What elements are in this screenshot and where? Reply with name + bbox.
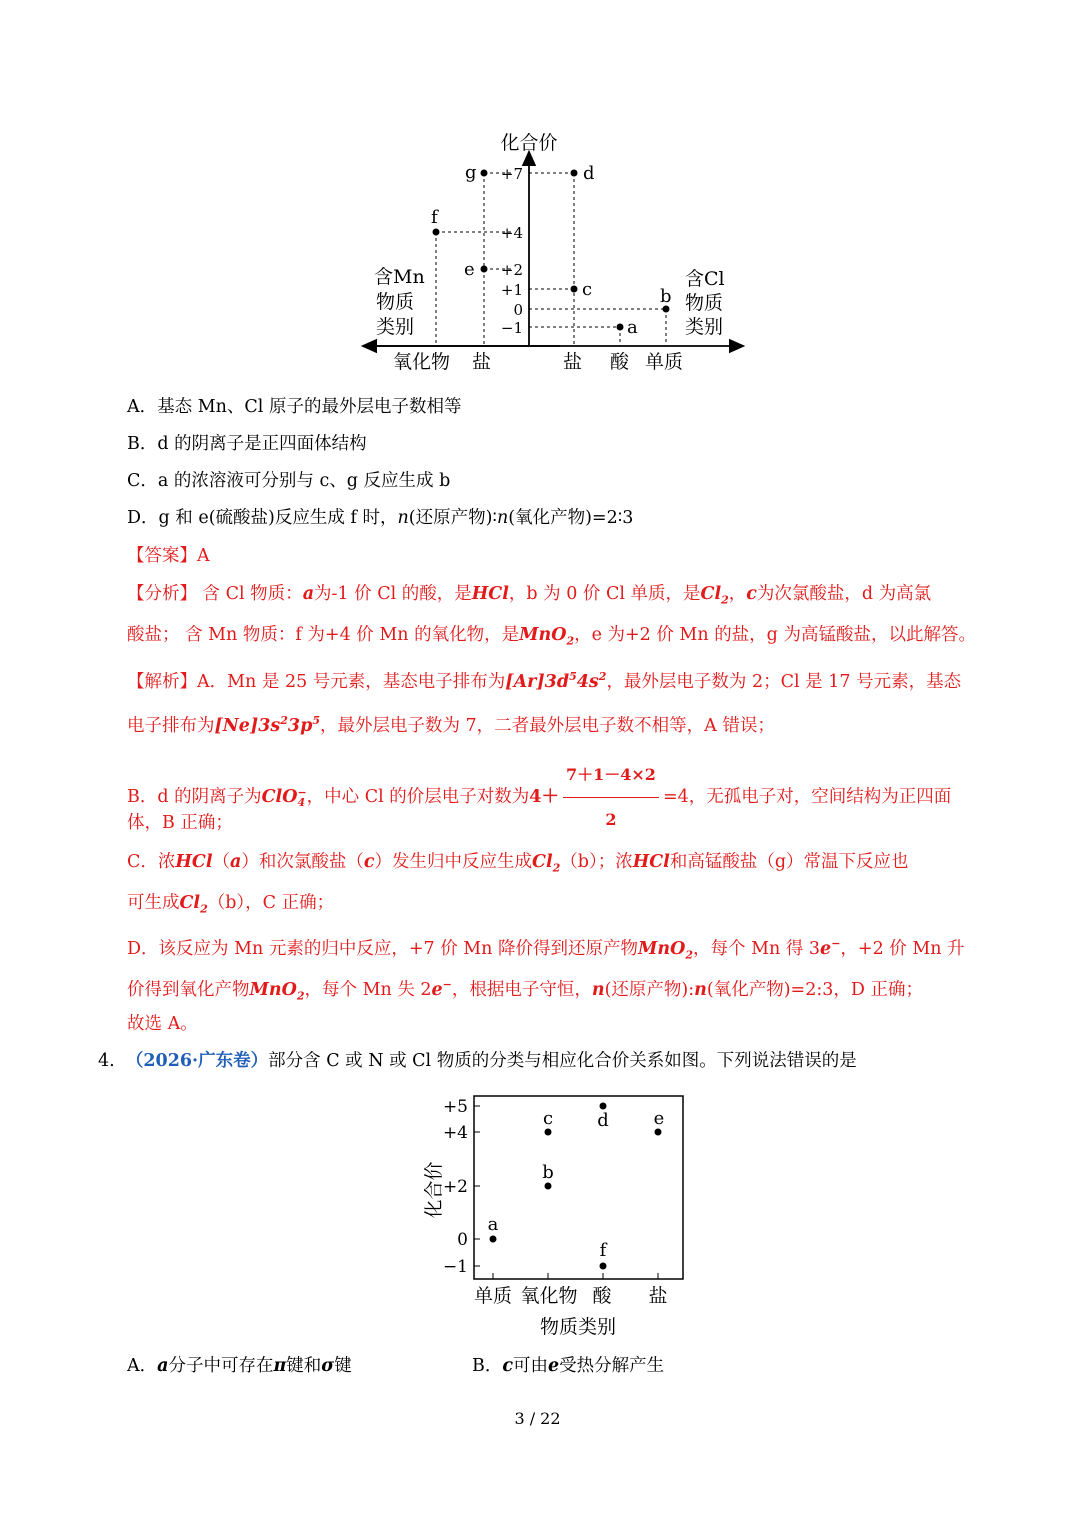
text: ，每个 Mn 失 2 — [304, 979, 432, 1000]
solution-line — [127, 892, 334, 921]
option-text: (还原产物)∶ — [408, 508, 497, 528]
solution-line — [127, 710, 775, 737]
math-ar-config: $[Ar]3d^54s^2$ — [505, 670, 607, 692]
point-e — [481, 266, 488, 273]
math-hcl: HCl — [471, 584, 509, 604]
math-sigma: σ — [321, 1356, 335, 1376]
category-label: 盐 — [472, 351, 492, 373]
x-tick: 盐 — [648, 1285, 668, 1307]
mn-cl-valence-diagram — [360, 125, 745, 375]
text: =4，无孤电子对，空间结构为正四面 — [662, 787, 952, 807]
solution-line — [127, 851, 909, 880]
left-axis-label: 含Mn — [374, 266, 425, 288]
math-electron: e− — [431, 978, 452, 1000]
text: ，最外层电子数为 2；Cl 是 17 号元素，基态 — [606, 671, 962, 692]
point-b — [545, 1183, 552, 1190]
text: A． — [127, 1356, 158, 1376]
math-clo4: ClO − 4 — [261, 785, 307, 809]
point-label-a: a — [487, 1214, 499, 1235]
x-tick: 氧化物 — [520, 1285, 578, 1307]
right-axis-label: 含Cl — [685, 268, 725, 290]
x-tick: 酸 — [592, 1285, 612, 1307]
point-label-d: d — [583, 163, 595, 184]
tick-label: −1 — [500, 319, 523, 337]
text: ， — [728, 584, 747, 604]
text: 可生成 — [127, 893, 180, 913]
question-number: 4. — [98, 1051, 115, 1071]
text: ，e 为+2 价 Mn 的盐，g 为高锰酸盐，以此解答。 — [574, 625, 976, 645]
text: 受热分解产生 — [559, 1356, 665, 1376]
point-c — [545, 1129, 552, 1136]
point-label-c: c — [542, 1108, 554, 1129]
text: （b），C 正确； — [207, 893, 335, 913]
text: 键和 — [286, 1356, 322, 1376]
option-d[interactable] — [127, 507, 633, 529]
text: ，最外层电子数为 7，二者最外层电子数不相等，A 错误； — [319, 715, 775, 736]
math-n: n — [694, 979, 707, 1000]
text: (氧化产物)=2:3，D 正确； — [706, 979, 923, 1000]
point-label-b: b — [660, 286, 672, 307]
math-pi: π — [273, 1356, 287, 1376]
point-label-f: f — [599, 1240, 607, 1261]
point-a — [490, 1236, 497, 1243]
text: （ — [212, 852, 231, 872]
plot-frame — [474, 1096, 683, 1279]
tick-label: +1 — [500, 281, 523, 299]
solution-line — [127, 666, 961, 693]
math-cl2: $Cl_2$ — [179, 893, 208, 916]
point-e — [655, 1129, 662, 1136]
math-n: n — [397, 508, 409, 528]
analysis-line — [127, 583, 931, 612]
text: ，每个 Mn 得 3 — [693, 938, 821, 959]
text: ，b 为 0 价 Cl 单质，是 — [508, 584, 701, 604]
math-a: a — [302, 584, 315, 604]
solution-line: 故选 A。 — [127, 1014, 198, 1034]
point-label-b: b — [542, 1162, 554, 1183]
left-axis-label: 物质 — [376, 291, 415, 313]
text: 【分析】 含 Cl 物质： — [127, 584, 303, 604]
tick-label: 0 — [513, 301, 523, 319]
question-4-stem — [98, 1050, 857, 1072]
text: 可由 — [513, 1356, 549, 1376]
math-n: n — [496, 508, 509, 528]
point-d — [600, 1103, 607, 1110]
text: 为次氯酸盐，d 为高氯 — [756, 584, 932, 604]
math-mno2: MnO$_2$ — [249, 979, 305, 1003]
text: C．浓 — [127, 852, 176, 872]
text: 价得到氧化产物 — [127, 979, 250, 1000]
category-label: 氧化物 — [393, 351, 451, 373]
right-axis-label: 物质 — [685, 292, 724, 314]
math-c: c — [502, 1356, 514, 1376]
text: ）和次氯酸盐（ — [241, 852, 364, 872]
text: ，根据电子守恒， — [451, 979, 592, 1000]
x-axis-label: 物质类别 — [539, 1316, 617, 1338]
math-hcl: HCl — [632, 852, 670, 872]
point-label-e: e — [653, 1108, 665, 1129]
y-tick: +5 — [442, 1097, 468, 1117]
text: (还原产物): — [604, 979, 695, 1000]
question-text: 部分含 C 或 N 或 Cl 物质的分类与相应化合价关系如图。下列说法错误的是 — [268, 1051, 857, 1071]
tick-label: +2 — [500, 261, 523, 279]
point-f — [433, 229, 440, 236]
option-a[interactable]: A．基态 Mn、Cl 原子的最外层电子数相等 — [127, 397, 462, 417]
solution-line — [127, 974, 923, 1007]
text: 酸盐； 含 Mn 物质：f 为+4 价 Mn 的氧化物，是 — [127, 625, 520, 645]
math-four-plus: 4＋ — [529, 787, 559, 807]
tick-label: +7 — [500, 165, 523, 183]
answer-line: 【答案】A — [127, 546, 210, 566]
y-tick: 0 — [457, 1230, 468, 1250]
option-b[interactable]: B．d 的阴离子是正四面体结构 — [127, 434, 367, 454]
text: （b）；浓 — [560, 852, 633, 872]
math-cl2: $Cl_2$ — [532, 852, 561, 875]
text: ，+2 价 Mn 升 — [840, 938, 965, 959]
text: 电子排布为 — [127, 715, 215, 736]
text: 为-1 价 Cl 的酸，是 — [314, 584, 472, 604]
solution-line — [127, 755, 951, 840]
point-a — [617, 324, 624, 331]
text: 【解析】A．Mn 是 25 号元素，基态电子排布为 — [127, 671, 506, 692]
tick-label: +4 — [500, 224, 523, 242]
text: B．d 的阴离子为 — [127, 787, 262, 807]
text: 键 — [334, 1356, 352, 1376]
page-number: 3 / 22 — [514, 1409, 561, 1428]
point-label-g: g — [465, 162, 477, 183]
right-axis-label: 类别 — [685, 316, 724, 338]
point-label-e: e — [464, 259, 475, 280]
math-a: a — [230, 852, 242, 872]
solution-line — [127, 933, 965, 966]
point-f — [600, 1263, 607, 1270]
math-hcl: HCl — [175, 852, 213, 872]
point-g — [481, 170, 488, 177]
text: ，中心 Cl 的价层电子对数为 — [306, 787, 530, 807]
point-label-d: d — [597, 1110, 609, 1131]
math-c: c — [746, 584, 757, 604]
y-tick: −1 — [442, 1257, 468, 1277]
point-d — [571, 170, 578, 177]
math-mno2: MnO$_2$ — [519, 625, 575, 648]
solution-line: 体，B 正确； — [127, 813, 233, 833]
math-ne-config: $[Ne]3s^23p^5$ — [214, 714, 320, 736]
point-c — [571, 286, 578, 293]
question-source: （2026·广东卷） — [125, 1051, 269, 1071]
math-a: a — [157, 1356, 169, 1376]
y-tick: +4 — [442, 1123, 468, 1143]
y-axis-title: 化合价 — [500, 132, 558, 154]
text: 和高锰酸盐（g）常温下反应也 — [669, 852, 909, 872]
option-text: (氧化产物)=2∶3 — [508, 508, 634, 528]
option-c[interactable]: C．a 的浓溶液可分别与 c、g 反应生成 b — [127, 471, 451, 491]
text: B． — [472, 1356, 503, 1376]
text: D．该反应为 Mn 元素的归中反应，+7 价 Mn 降价得到还原产物 — [127, 938, 639, 959]
option-a[interactable] — [127, 1355, 352, 1377]
math-cl2: $Cl_2$ — [700, 584, 729, 607]
c-n-cl-valence-chart — [410, 1090, 700, 1345]
point-label-a: a — [627, 317, 638, 338]
option-b[interactable] — [472, 1355, 664, 1377]
option-text: D．g 和 e(硫酸盐)反应生成 f 时， — [127, 508, 398, 528]
y-tick: +2 — [442, 1177, 468, 1197]
left-axis-label: 类别 — [376, 316, 415, 338]
y-axis-label: 化合价 — [423, 1161, 445, 1219]
x-tick: 单质 — [473, 1285, 513, 1307]
text: 分子中可存在 — [168, 1356, 274, 1376]
math-fraction: $\frac{7+1-4\times 2}{2}$ — [563, 755, 659, 840]
math-n: n — [591, 979, 605, 1000]
math-e: e — [548, 1356, 560, 1376]
analysis-line — [127, 624, 976, 653]
point-label-f: f — [431, 207, 438, 228]
category-label: 单质 — [645, 351, 684, 373]
point-label-c: c — [582, 279, 593, 300]
category-label: 酸 — [610, 351, 630, 373]
math-electron: e− — [820, 937, 841, 959]
math-mno2: MnO$_2$ — [638, 938, 694, 962]
category-label: 盐 — [563, 351, 583, 373]
math-c: c — [363, 852, 375, 872]
text: ）发生归中反应生成 — [374, 852, 533, 872]
